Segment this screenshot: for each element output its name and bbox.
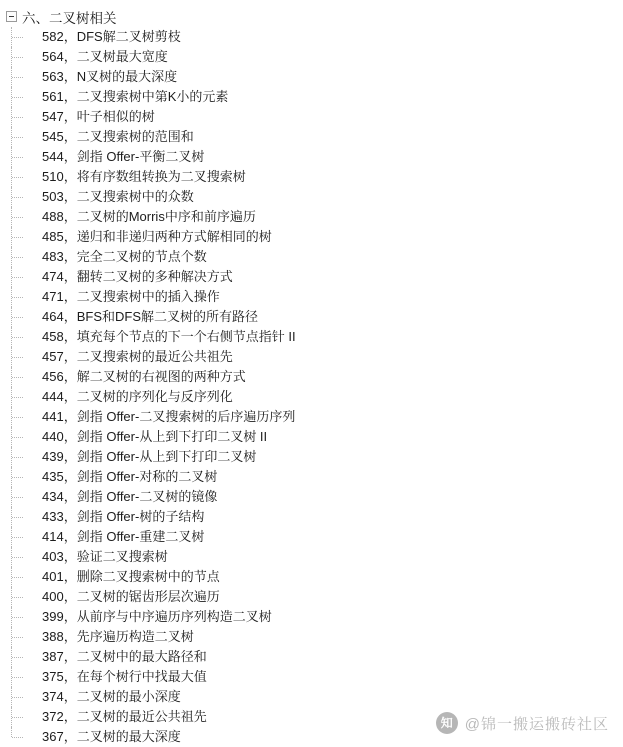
tree-item-title: 剑指 Offer-二叉搜索树的后序遍历序列 <box>76 409 296 424</box>
tree-item-number: 403 <box>42 549 64 564</box>
tree-item[interactable]: 440，剑指 Offer-从上到下打印二叉树 II <box>0 427 623 447</box>
tree-item[interactable]: 561，二叉搜索树中第K小的元素 <box>0 87 623 107</box>
tree-item[interactable]: 444，二叉树的序列化与反序列化 <box>0 387 623 407</box>
tree-item-title: 剑指 Offer-从上到下打印二叉树 <box>76 449 257 464</box>
tree-item[interactable]: 503，二叉搜索树中的众数 <box>0 187 623 207</box>
tree-item[interactable]: 387，二叉树中的最大路径和 <box>0 647 623 667</box>
tree-item-number: 374 <box>42 689 64 704</box>
tree-item-title: 删除二叉搜索树中的节点 <box>76 569 220 584</box>
tree-item-title: 解二叉树的右视图的两种方式 <box>76 369 246 384</box>
tree-item[interactable]: 441，剑指 Offer-二叉搜索树的后序遍历序列 <box>0 407 623 427</box>
tree-item[interactable]: 375，在每个树行中找最大值 <box>0 667 623 687</box>
tree-item-title: N叉树的最大深度 <box>76 69 178 84</box>
tree-item-number: 464 <box>42 309 64 324</box>
tree-item-title: 二叉树的序列化与反序列化 <box>76 389 233 404</box>
tree-item[interactable]: 474，翻转二叉树的多种解决方式 <box>0 267 623 287</box>
tree-item-title: 二叉树的Morris中序和前序遍历 <box>76 209 256 224</box>
tree-item-number: 401 <box>42 569 64 584</box>
tree-item-number: 367 <box>42 729 64 744</box>
tree-item[interactable]: 458，填充每个节点的下一个右侧节点指针 II <box>0 327 623 347</box>
tree-item-title: 从前序与中序遍历序列构造二叉树 <box>76 609 272 624</box>
tree-item-number: 474 <box>42 269 64 284</box>
tree-item[interactable]: 564，二叉树最大宽度 <box>0 47 623 67</box>
tree-item-title: 二叉树的最近公共祖先 <box>76 709 207 724</box>
tree-item-title: 在每个树行中找最大值 <box>76 669 207 684</box>
tree-item[interactable]: 388，先序遍历构造二叉树 <box>0 627 623 647</box>
watermark-handle: @锦一搬运搬砖社区 <box>464 715 609 733</box>
tree-item-number: 458 <box>42 329 64 344</box>
tree-item[interactable]: 435，剑指 Offer-对称的二叉树 <box>0 467 623 487</box>
tree-item-title: 剑指 Offer-树的子结构 <box>76 509 205 524</box>
tree-item-number: 510 <box>42 169 64 184</box>
tree-item[interactable]: 582，DFS解二叉树剪枝 <box>0 27 623 47</box>
tree-item[interactable]: 372，二叉树的最近公共祖先 <box>0 707 623 727</box>
tree-item[interactable]: 547，叶子相似的树 <box>0 107 623 127</box>
tree-item[interactable]: 374，二叉树的最小深度 <box>0 687 623 707</box>
tree-item-list <box>0 27 623 747</box>
tree-item-number: 440 <box>42 429 64 444</box>
tree-item-title: 二叉树最大宽度 <box>76 49 168 64</box>
tree-item-number: 456 <box>42 369 64 384</box>
tree-item[interactable]: 414，剑指 Offer-重建二叉树 <box>0 527 623 547</box>
tree-item-number: 544 <box>42 149 64 164</box>
tree-item-number: 485 <box>42 229 64 244</box>
tree-item-number: 471 <box>42 289 64 304</box>
tree-item[interactable]: 471，二叉搜索树中的插入操作 <box>0 287 623 307</box>
tree-item-number: 439 <box>42 449 64 464</box>
tree-item[interactable]: 403，验证二叉搜索树 <box>0 547 623 567</box>
tree-item[interactable]: 439，剑指 Offer-从上到下打印二叉树 <box>0 447 623 467</box>
zhihu-logo-icon: 知 <box>436 712 458 734</box>
tree-item-number: 372 <box>42 709 64 724</box>
tree-item-number: 434 <box>42 489 64 504</box>
tree-item-number: 564 <box>42 49 64 64</box>
tree-item-title: 填充每个节点的下一个右侧节点指针 II <box>76 329 296 344</box>
tree-item[interactable]: 545，二叉搜索树的范围和 <box>0 127 623 147</box>
tree-root-label: 六、二叉树相关 <box>22 10 117 26</box>
tree-item[interactable]: 456，解二叉树的右视图的两种方式 <box>0 367 623 387</box>
tree-item-title: 将有序数组转换为二叉搜索树 <box>76 169 246 184</box>
tree-item-title: 二叉搜索树中的众数 <box>76 189 194 204</box>
tree-item-title: 剑指 Offer-平衡二叉树 <box>76 149 205 164</box>
tree-item[interactable]: 464，BFS和DFS解二叉树的所有路径 <box>0 307 623 327</box>
tree-item-title: 二叉树的最大深度 <box>76 729 181 744</box>
tree-item-title: 二叉搜索树中第K小的元素 <box>76 89 229 104</box>
tree-item-number: 433 <box>42 509 64 524</box>
tree-item-number: 400 <box>42 589 64 604</box>
tree-item[interactable]: 401，删除二叉搜索树中的节点 <box>0 567 623 587</box>
tree-root-node[interactable] <box>0 6 623 27</box>
tree-item-title: 二叉树中的最大路径和 <box>76 649 207 664</box>
tree-item[interactable]: 510，将有序数组转换为二叉搜索树 <box>0 167 623 187</box>
tree-item[interactable]: 488，二叉树的Morris中序和前序遍历 <box>0 207 623 227</box>
tree-item-number: 435 <box>42 469 64 484</box>
tree-item-number: 545 <box>42 129 64 144</box>
tree-item-title: 二叉树的最小深度 <box>76 689 181 704</box>
tree-item-number: 444 <box>42 389 64 404</box>
tree-item-number: 561 <box>42 89 64 104</box>
tree-item[interactable]: 485，递归和非递归两种方式解相同的树 <box>0 227 623 247</box>
tree-item-number: 375 <box>42 669 64 684</box>
tree-item-number: 488 <box>42 209 64 224</box>
tree-item-number: 483 <box>42 249 64 264</box>
tree-item-title: 二叉搜索树中的插入操作 <box>76 289 220 304</box>
tree-item[interactable]: 434，剑指 Offer-二叉树的镜像 <box>0 487 623 507</box>
tree-item[interactable]: 544，剑指 Offer-平衡二叉树 <box>0 147 623 167</box>
tree-item-number: 388 <box>42 629 64 644</box>
tree-item-title: 剑指 Offer-从上到下打印二叉树 II <box>76 429 268 444</box>
tree-item[interactable]: 399，从前序与中序遍历序列构造二叉树 <box>0 607 623 627</box>
tree-item[interactable]: 433，剑指 Offer-树的子结构 <box>0 507 623 527</box>
tree-item-number: 547 <box>42 109 64 124</box>
tree-item-title: 二叉树的锯齿形层次遍历 <box>76 589 220 604</box>
tree-item-number: 414 <box>42 529 64 544</box>
tree-item[interactable]: 563，N叉树的最大深度 <box>0 67 623 87</box>
tree-item-title: 剑指 Offer-重建二叉树 <box>76 529 205 544</box>
tree-item-number: 503 <box>42 189 64 204</box>
tree-item-title: 递归和非递归两种方式解相同的树 <box>76 229 272 244</box>
tree-item-title: 验证二叉搜索树 <box>76 549 168 564</box>
tree-item-number: 387 <box>42 649 64 664</box>
tree-item-title: BFS和DFS解二叉树的所有路径 <box>76 309 259 324</box>
tree-item-title: 剑指 Offer-二叉树的镜像 <box>76 489 218 504</box>
tree-item-title: 二叉搜索树的范围和 <box>76 129 194 144</box>
tree-item-number: 563 <box>42 69 64 84</box>
tree-item-number: 582 <box>42 29 64 44</box>
tree-item-number: 399 <box>42 609 64 624</box>
tree-item-title: 二叉搜索树的最近公共祖先 <box>76 349 233 364</box>
tree-item-title: 翻转二叉树的多种解决方式 <box>76 269 233 284</box>
tree-item-number: 441 <box>42 409 64 424</box>
watermark <box>436 712 609 734</box>
tree-item-title: DFS解二叉树剪枝 <box>76 29 181 44</box>
tree-item[interactable]: 367，二叉树的最大深度 <box>0 727 623 747</box>
tree-item-number: 457 <box>42 349 64 364</box>
tree-item-title: 剑指 Offer-对称的二叉树 <box>76 469 218 484</box>
tree-item-title: 完全二叉树的节点个数 <box>76 249 207 264</box>
tree-item[interactable]: 457，二叉搜索树的最近公共祖先 <box>0 347 623 367</box>
tree-item-title: 叶子相似的树 <box>76 109 155 124</box>
collapse-minus-icon[interactable] <box>6 11 17 22</box>
tree-item[interactable]: 400，二叉树的锯齿形层次遍历 <box>0 587 623 607</box>
tree-item-title: 先序遍历构造二叉树 <box>76 629 194 644</box>
tree-item[interactable]: 483，完全二叉树的节点个数 <box>0 247 623 267</box>
